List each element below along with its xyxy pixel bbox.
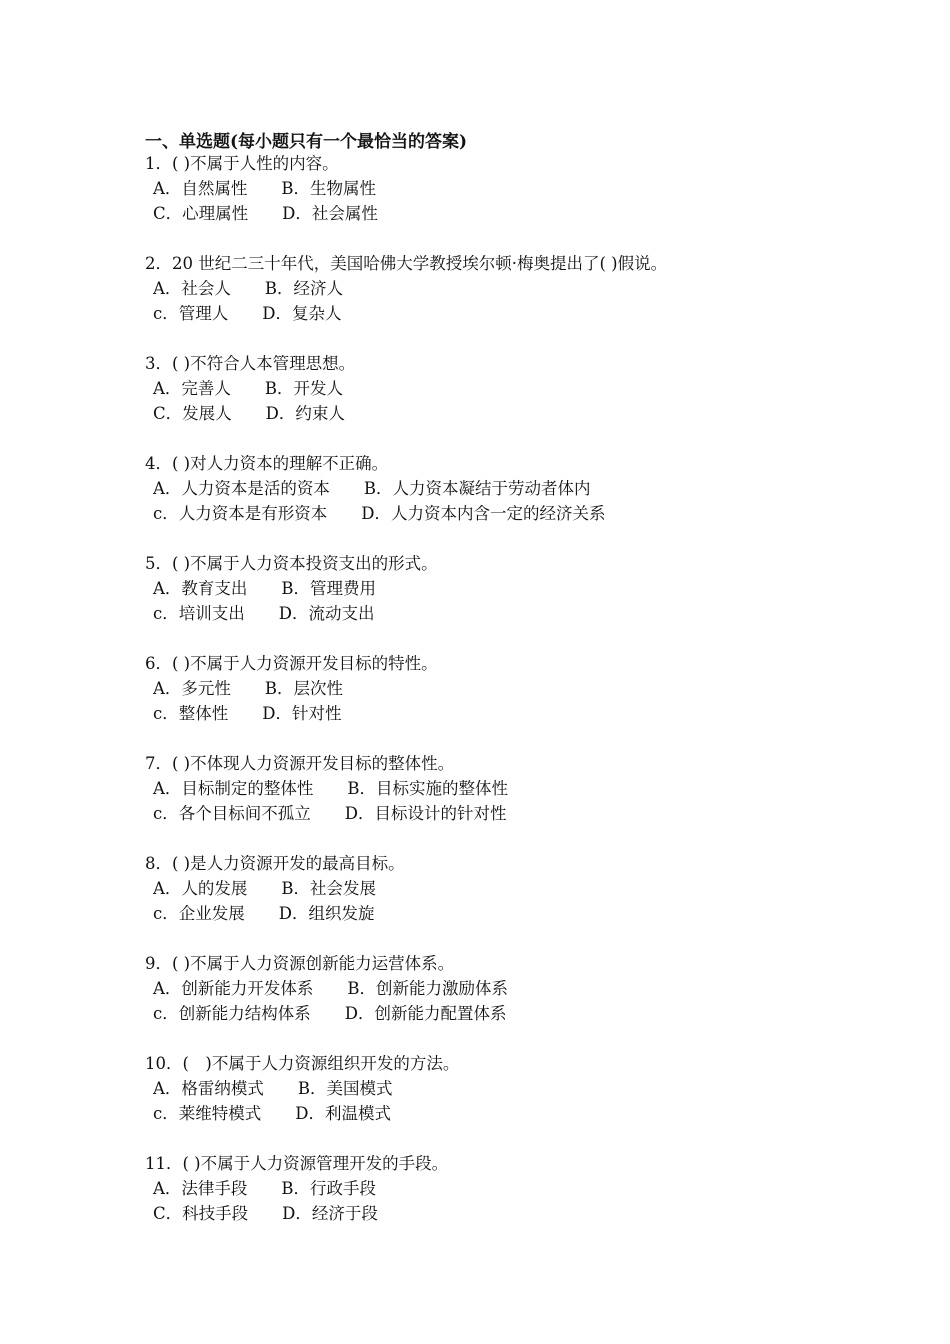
- option-d: D．目标设计的针对性: [344, 804, 507, 823]
- option-c: C．心理属性: [153, 204, 249, 223]
- options-row: [145, 201, 925, 226]
- option-b: B．人力资本凝结于劳动者体内: [363, 479, 591, 498]
- option-c: c．培训支出: [153, 604, 245, 623]
- question-stem: 5．( )不属于人力资本投资支出的形式。: [145, 554, 438, 573]
- question-stem: 10．( )不属于人力资源组织开发的方法。: [145, 1054, 460, 1073]
- option-d: D．复杂人: [262, 304, 342, 323]
- option-a: A．法律手段: [153, 1179, 248, 1198]
- option-d: D．针对性: [262, 704, 342, 723]
- options-row: [145, 601, 925, 626]
- option-b: B．行政手段: [281, 1179, 377, 1198]
- options-row: [145, 1176, 925, 1201]
- option-a: A．完善人: [153, 379, 231, 398]
- options-row: [145, 576, 925, 601]
- option-c: c．整体性: [153, 704, 229, 723]
- options-row: [145, 301, 925, 326]
- option-a: A．教育支出: [153, 579, 248, 598]
- options-row: [145, 1101, 925, 1126]
- options-row: [145, 676, 925, 701]
- options-row: [145, 276, 925, 301]
- option-b: B．美国模式: [297, 1079, 393, 1098]
- options-row: [145, 976, 925, 1001]
- options-row: [145, 401, 925, 426]
- option-d: D．人力资本内含一定的经济关系: [361, 504, 606, 523]
- question-item: [145, 751, 925, 826]
- option-b: B．创新能力激励体系: [347, 979, 509, 998]
- option-c: c．企业发展: [153, 904, 245, 923]
- question-item: [145, 951, 925, 1026]
- option-a: A．创新能力开发体系: [153, 979, 314, 998]
- question-stem: 1．( )不属于人性的内容。: [145, 154, 339, 173]
- option-a: A．多元性: [153, 679, 231, 698]
- options-row: [145, 776, 925, 801]
- options-row: [145, 176, 925, 201]
- option-c: c．莱维特模式: [153, 1104, 262, 1123]
- option-a: A．人的发展: [153, 879, 248, 898]
- option-c: c．创新能力结构体系: [153, 1004, 311, 1023]
- option-b: B．开发人: [264, 379, 344, 398]
- question-item: [145, 1151, 925, 1226]
- options-row: [145, 901, 925, 926]
- option-d: D．组织发旋: [278, 904, 375, 923]
- option-b: B．社会发展: [281, 879, 377, 898]
- option-c: c．管理人: [153, 304, 229, 323]
- option-a: A．社会人: [153, 279, 231, 298]
- question-stem: 3．( )不符合人本管理思想。: [145, 354, 356, 373]
- option-c: C．科技手段: [153, 1204, 249, 1223]
- option-c: C．发展人: [153, 404, 232, 423]
- question-stem: 9．( )不属于人力资源创新能力运营体系。: [145, 954, 455, 973]
- options-row: [145, 701, 925, 726]
- question-item: [145, 351, 925, 426]
- option-d: D．流动支出: [278, 604, 375, 623]
- options-row: [145, 801, 925, 826]
- option-d: D．社会属性: [282, 204, 378, 223]
- question-stem: 7．( )不体现人力资源开发目标的整体性。: [145, 754, 455, 773]
- option-a: A．自然属性: [153, 179, 248, 198]
- options-row: [145, 376, 925, 401]
- option-b: B．生物属性: [281, 179, 377, 198]
- option-c: c．各个目标间不孤立: [153, 804, 311, 823]
- options-row: [145, 501, 925, 526]
- question-item: [145, 551, 925, 626]
- options-row: [145, 1201, 925, 1226]
- options-row: [145, 876, 925, 901]
- question-stem: 6．( )不属于人力资源开发目标的特性。: [145, 654, 438, 673]
- question-item: [145, 1051, 925, 1126]
- question-stem: 4．( )对人力资本的理解不正确。: [145, 454, 389, 473]
- question-stem: 8．( )是人力资源开发的最高目标。: [145, 854, 405, 873]
- option-d: D．利温模式: [295, 1104, 391, 1123]
- question-stem: 2．20 世纪二三十年代，美国哈佛大学教授埃尔顿·梅奥提出了( )假说。: [145, 254, 668, 273]
- option-a: A．目标制定的整体性: [153, 779, 314, 798]
- section-heading: 一、单选题(每小题只有一个最恰当的答案): [145, 132, 468, 152]
- option-a: A．格雷纳模式: [153, 1079, 264, 1098]
- question-item: [145, 651, 925, 726]
- question-item: [145, 451, 925, 526]
- option-d: D．经济于段: [282, 1204, 378, 1223]
- option-d: D．约束人: [265, 404, 345, 423]
- options-row: [145, 1076, 925, 1101]
- option-b: B．管理费用: [281, 579, 377, 598]
- option-c: c．人力资本是有形资本: [153, 504, 328, 523]
- option-b: B．目标实施的整体性: [347, 779, 509, 798]
- option-a: A．人力资本是活的资本: [153, 479, 330, 498]
- option-b: B．层次性: [264, 679, 344, 698]
- question-item: [145, 851, 925, 926]
- options-row: [145, 1001, 925, 1026]
- options-row: [145, 476, 925, 501]
- question-item: [145, 151, 925, 226]
- question-item: [145, 251, 925, 326]
- option-d: D．创新能力配置体系: [344, 1004, 507, 1023]
- question-stem: 11．( )不属于人力资源管理开发的手段。: [145, 1154, 449, 1173]
- option-b: B．经济人: [264, 279, 344, 298]
